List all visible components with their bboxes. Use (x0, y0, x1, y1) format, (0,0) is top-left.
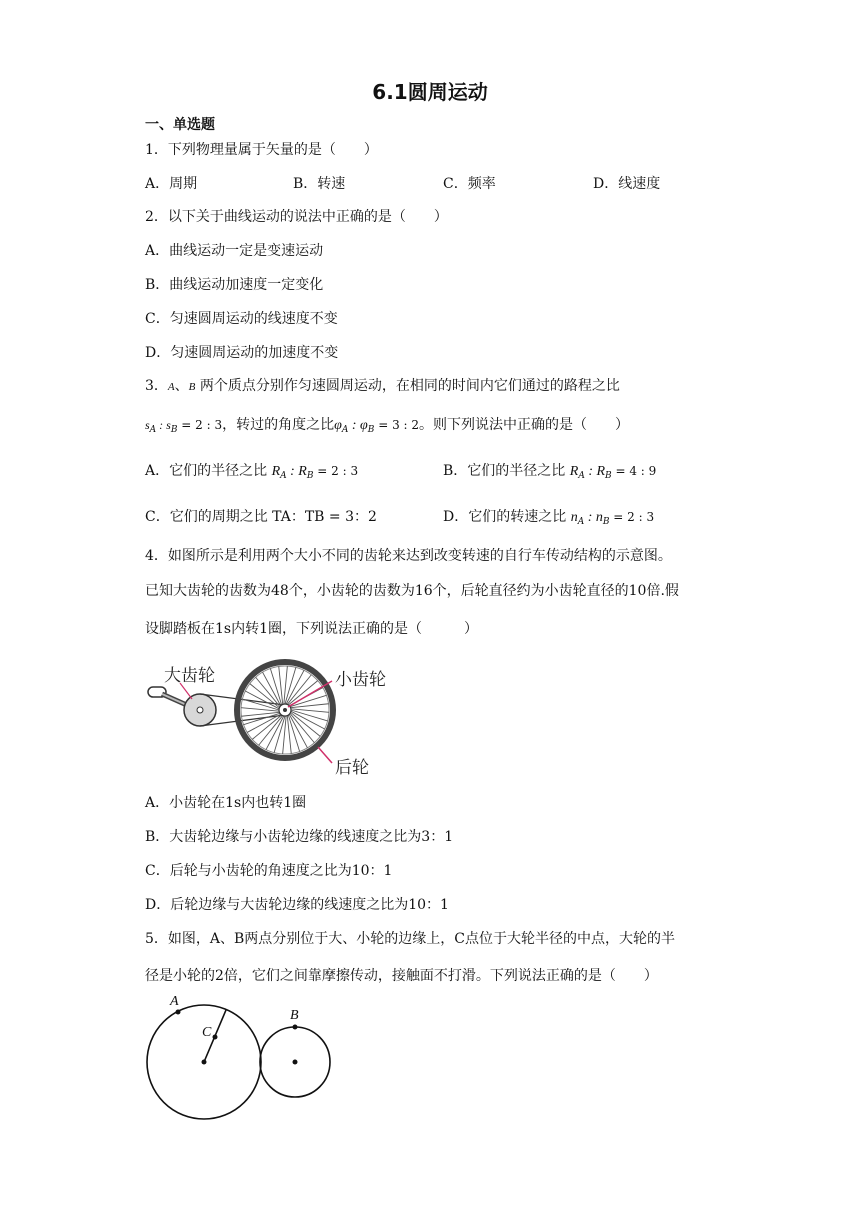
q3-option-b[interactable]: B．它们的半径之比 $R_A$ : $R_B = 4$ : 9 (443, 463, 657, 481)
small-wheel-center (293, 1060, 298, 1065)
page-title: 6.1圆周运动 (372, 80, 488, 104)
q4-option-d[interactable]: D．后轮边缘与大齿轮边缘的线速度之比为10：1 (145, 897, 449, 913)
q4-stem-line2: 已知大齿轮的齿数为48个，小齿轮的齿数为16个，后轮直径约为小齿轮直径的10倍.假 (145, 583, 679, 599)
rear-wheel (237, 662, 333, 758)
q3-option-c[interactable]: C．它们的周期之比 TA：TB = 3：2 (145, 509, 377, 525)
label-c: C (202, 1025, 212, 1040)
q4-option-a[interactable]: A．小齿轮在1s内也转1圈 (145, 795, 307, 811)
rear-wheel-leader (318, 747, 332, 763)
q1-option-b[interactable]: B．转速 (293, 176, 346, 192)
q1-option-c[interactable]: C．频率 (443, 176, 496, 192)
section-heading: 一、单选题 (145, 117, 215, 133)
label-b: B (290, 1008, 299, 1023)
label-a: A (170, 994, 179, 1009)
q5-stem-line2: 径是小轮的2倍，它们之间靠摩擦传动，接触面不打滑。下列说法正确的是（ ） (145, 968, 658, 984)
q2-option-b[interactable]: B．曲线运动加速度一定变化 (145, 277, 324, 293)
big-gear-label: 大齿轮 (164, 666, 215, 686)
q1-stem: 1．下列物理量属于矢量的是（ ） (145, 142, 378, 158)
q3-stem: 3．A、B 两个质点分别作匀速圆周运动，在相同的时间内它们通过的路程之比 (145, 378, 620, 394)
q4-option-c[interactable]: C．后轮与小齿轮的角速度之比为10：1 (145, 863, 393, 879)
q2-option-a[interactable]: A．曲线运动一定是变速运动 (145, 243, 324, 259)
q1-option-d[interactable]: D．线速度 (593, 176, 661, 192)
point-c (213, 1035, 218, 1040)
q4-stem-line3: 设脚踏板在1s内转1圈，下列说法正确的是（ ） (145, 621, 478, 637)
q1-option-a[interactable]: A．周期 (145, 176, 198, 192)
friction-wheels-figure (140, 990, 340, 1125)
small-gear-label: 小齿轮 (335, 670, 386, 690)
q2-stem: 2．以下关于曲线运动的说法中正确的是（ ） (145, 209, 448, 225)
small-gear-leader (288, 681, 332, 707)
point-a (176, 1010, 181, 1015)
point-b (293, 1025, 298, 1030)
rear-wheel-label: 后轮 (335, 758, 369, 778)
large-wheel-center (202, 1060, 207, 1065)
q3-stem-line2: $s_A$ : $s_B = 2$ : 3，转过的角度之比$\varphi_A$ : $\varphi_B = 3$ : 2。则下列说法中正确的是（ ） (145, 417, 630, 435)
q3-option-a[interactable]: A．它们的半径之比 $R_A$ : $R_B = 2$ : 3 (145, 463, 359, 481)
q2-option-d[interactable]: D．匀速圆周运动的加速度不变 (145, 345, 339, 361)
q4-option-b[interactable]: B．大齿轮边缘与小齿轮边缘的线速度之比为3：1 (145, 829, 454, 845)
q4-stem-line1: 4．如图所示是利用两个大小不同的齿轮来达到改变转速的自行车传动结构的示意图。 (145, 548, 672, 564)
q2-option-c[interactable]: C．匀速圆周运动的线速度不变 (145, 311, 338, 327)
bicycle-gear-figure (140, 655, 400, 785)
q3-option-d[interactable]: D．它们的转速之比 $n_A$ : $n_B = 2$ : 3 (443, 509, 655, 527)
q5-stem-line1: 5．如图，A、B两点分别位于大、小轮的边缘上，C点位于大轮半径的中点，大轮的半 (145, 931, 676, 947)
